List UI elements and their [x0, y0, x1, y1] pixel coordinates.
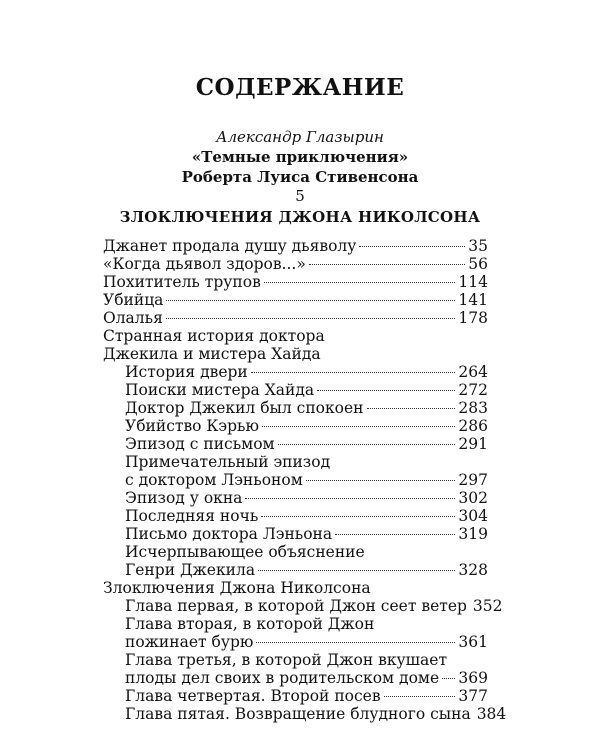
toc-entry-title: Джанет продала душу дьяволу [103, 237, 357, 255]
toc-entry-title: Глава вторая, в которой Джон [125, 615, 375, 633]
toc-entry-title: Глава третья, в которой Джон вкушает [125, 651, 448, 669]
dot-leader [359, 246, 465, 247]
toc-entry-page: 56 [468, 255, 488, 273]
toc-entry [125, 470, 488, 490]
toc-entry [103, 308, 488, 328]
toc-entry-title: Похититель трупов [103, 273, 261, 291]
toc-entry-page: 369 [458, 669, 488, 687]
toc-entry-page: 361 [458, 633, 488, 651]
toc-entry-title: «Когда дьявол здоров...» [103, 255, 306, 273]
toc-entry [125, 398, 488, 418]
toc-entry [125, 416, 488, 436]
toc-entry-page: 377 [458, 687, 488, 705]
toc-entry [103, 254, 488, 274]
dot-leader [309, 264, 465, 265]
toc-entry [125, 596, 503, 616]
toc-entry-title: Эпизод с письмом [125, 435, 275, 453]
toc-entry-title: Доктор Джекил был спокоен [125, 399, 364, 417]
toc-entry [103, 290, 488, 310]
toc-entry [125, 560, 488, 580]
toc-entry-page: 141 [458, 291, 488, 309]
toc-entry-title: Глава четвертая. Второй посев [125, 687, 381, 705]
toc-entry [125, 524, 488, 544]
dot-leader [245, 498, 455, 499]
dot-leader [262, 426, 455, 427]
toc-entry-page: 264 [458, 363, 488, 381]
toc-entry [103, 236, 488, 256]
toc-entry-title: Поиски мистера Хайда [125, 381, 315, 399]
toc-entry [125, 506, 488, 526]
toc-entry-title: Злоключения Джона Николсона [103, 579, 371, 597]
toc-entry-page: 297 [458, 471, 488, 489]
dot-leader [166, 300, 455, 301]
toc-entry-page: 286 [458, 417, 488, 435]
toc-entry-title: История двери [125, 363, 248, 381]
toc-entry [125, 380, 488, 400]
toc-entry [103, 326, 488, 346]
toc-entry [125, 452, 488, 472]
toc-entry-title: Исчерпывающее объяснение [125, 543, 365, 561]
toc-entry [125, 650, 488, 670]
toc-entry [125, 542, 488, 562]
toc-entry [103, 578, 488, 598]
dot-leader [306, 480, 456, 481]
toc-entry-page: 328 [458, 561, 488, 579]
toc-entry-page: 352 [472, 597, 503, 615]
dot-leader [317, 390, 455, 391]
intro-page-number: 5 [295, 187, 305, 205]
dot-leader [278, 444, 456, 445]
toc-entry [125, 668, 488, 688]
toc-entry-title: Эпизод у окна [125, 489, 243, 507]
dot-leader [442, 678, 455, 679]
toc-entry-title: Последняя ночь [125, 507, 259, 525]
toc-entry-page: 304 [458, 507, 488, 525]
dot-leader [367, 408, 456, 409]
toc-entry [125, 704, 507, 724]
dot-leader [256, 642, 455, 643]
toc-entry-page: 384 [476, 705, 507, 723]
toc-entry [125, 614, 488, 634]
dot-leader [166, 318, 456, 319]
toc-entry [103, 344, 488, 364]
toc-entry [125, 488, 488, 508]
toc-entry [125, 362, 488, 382]
toc-entry-title: Странная история доктора [103, 327, 325, 345]
toc-entry-title: Примечательный эпизод [125, 453, 331, 471]
toc-entry-page: 283 [458, 399, 488, 417]
toc-entry-title: с доктором Лэньоном [125, 471, 303, 489]
dot-leader [384, 696, 456, 697]
dot-leader [251, 372, 456, 373]
toc-entry-title: плоды дел своих в родительском доме [125, 669, 440, 687]
page-title: СОДЕРЖАНИЕ [195, 74, 405, 101]
toc-entry-title: Генри Джекила [125, 561, 256, 579]
dot-leader [258, 570, 455, 571]
toc-entry-page: 272 [458, 381, 488, 399]
toc-entry-page: 302 [458, 489, 488, 507]
section-title: ЗЛОКЛЮЧЕНИЯ ДЖОНА НИКОЛСОНА [119, 208, 481, 226]
toc-entry-title: Джекила и мистера Хайда [103, 345, 321, 363]
intro-title-line1: «Темные приключения» [191, 148, 409, 166]
toc-entry-title: пожинает бурю [125, 633, 254, 651]
toc-entry-title: Убийство Кэрью [125, 417, 259, 435]
toc-entry-title: Глава пятая. Возвращение блудного сына [125, 705, 471, 723]
toc-entry-title: Письмо доктора Лэньона [125, 525, 333, 543]
toc-entry [103, 272, 488, 292]
toc-entry-title: Олалья [103, 309, 163, 327]
dot-leader [335, 534, 455, 535]
intro-title-line2: Роберта Луиса Стивенсона [181, 168, 419, 186]
toc-entry-page: 114 [458, 273, 488, 291]
toc-entry-page: 178 [458, 309, 488, 327]
intro-author: Александр Глазырин [216, 128, 384, 146]
toc-entry [125, 434, 488, 454]
toc-entry-title: Убийца [103, 291, 164, 309]
dot-leader [261, 516, 455, 517]
toc-entry [125, 686, 488, 706]
dot-leader [264, 282, 456, 283]
toc-entry-page: 35 [468, 237, 488, 255]
toc-entry [125, 632, 488, 652]
toc-entry-page: 319 [458, 525, 488, 543]
toc-entry-title: Глава первая, в которой Джон сеет ветер [125, 597, 467, 615]
toc-entry-page: 291 [458, 435, 488, 453]
